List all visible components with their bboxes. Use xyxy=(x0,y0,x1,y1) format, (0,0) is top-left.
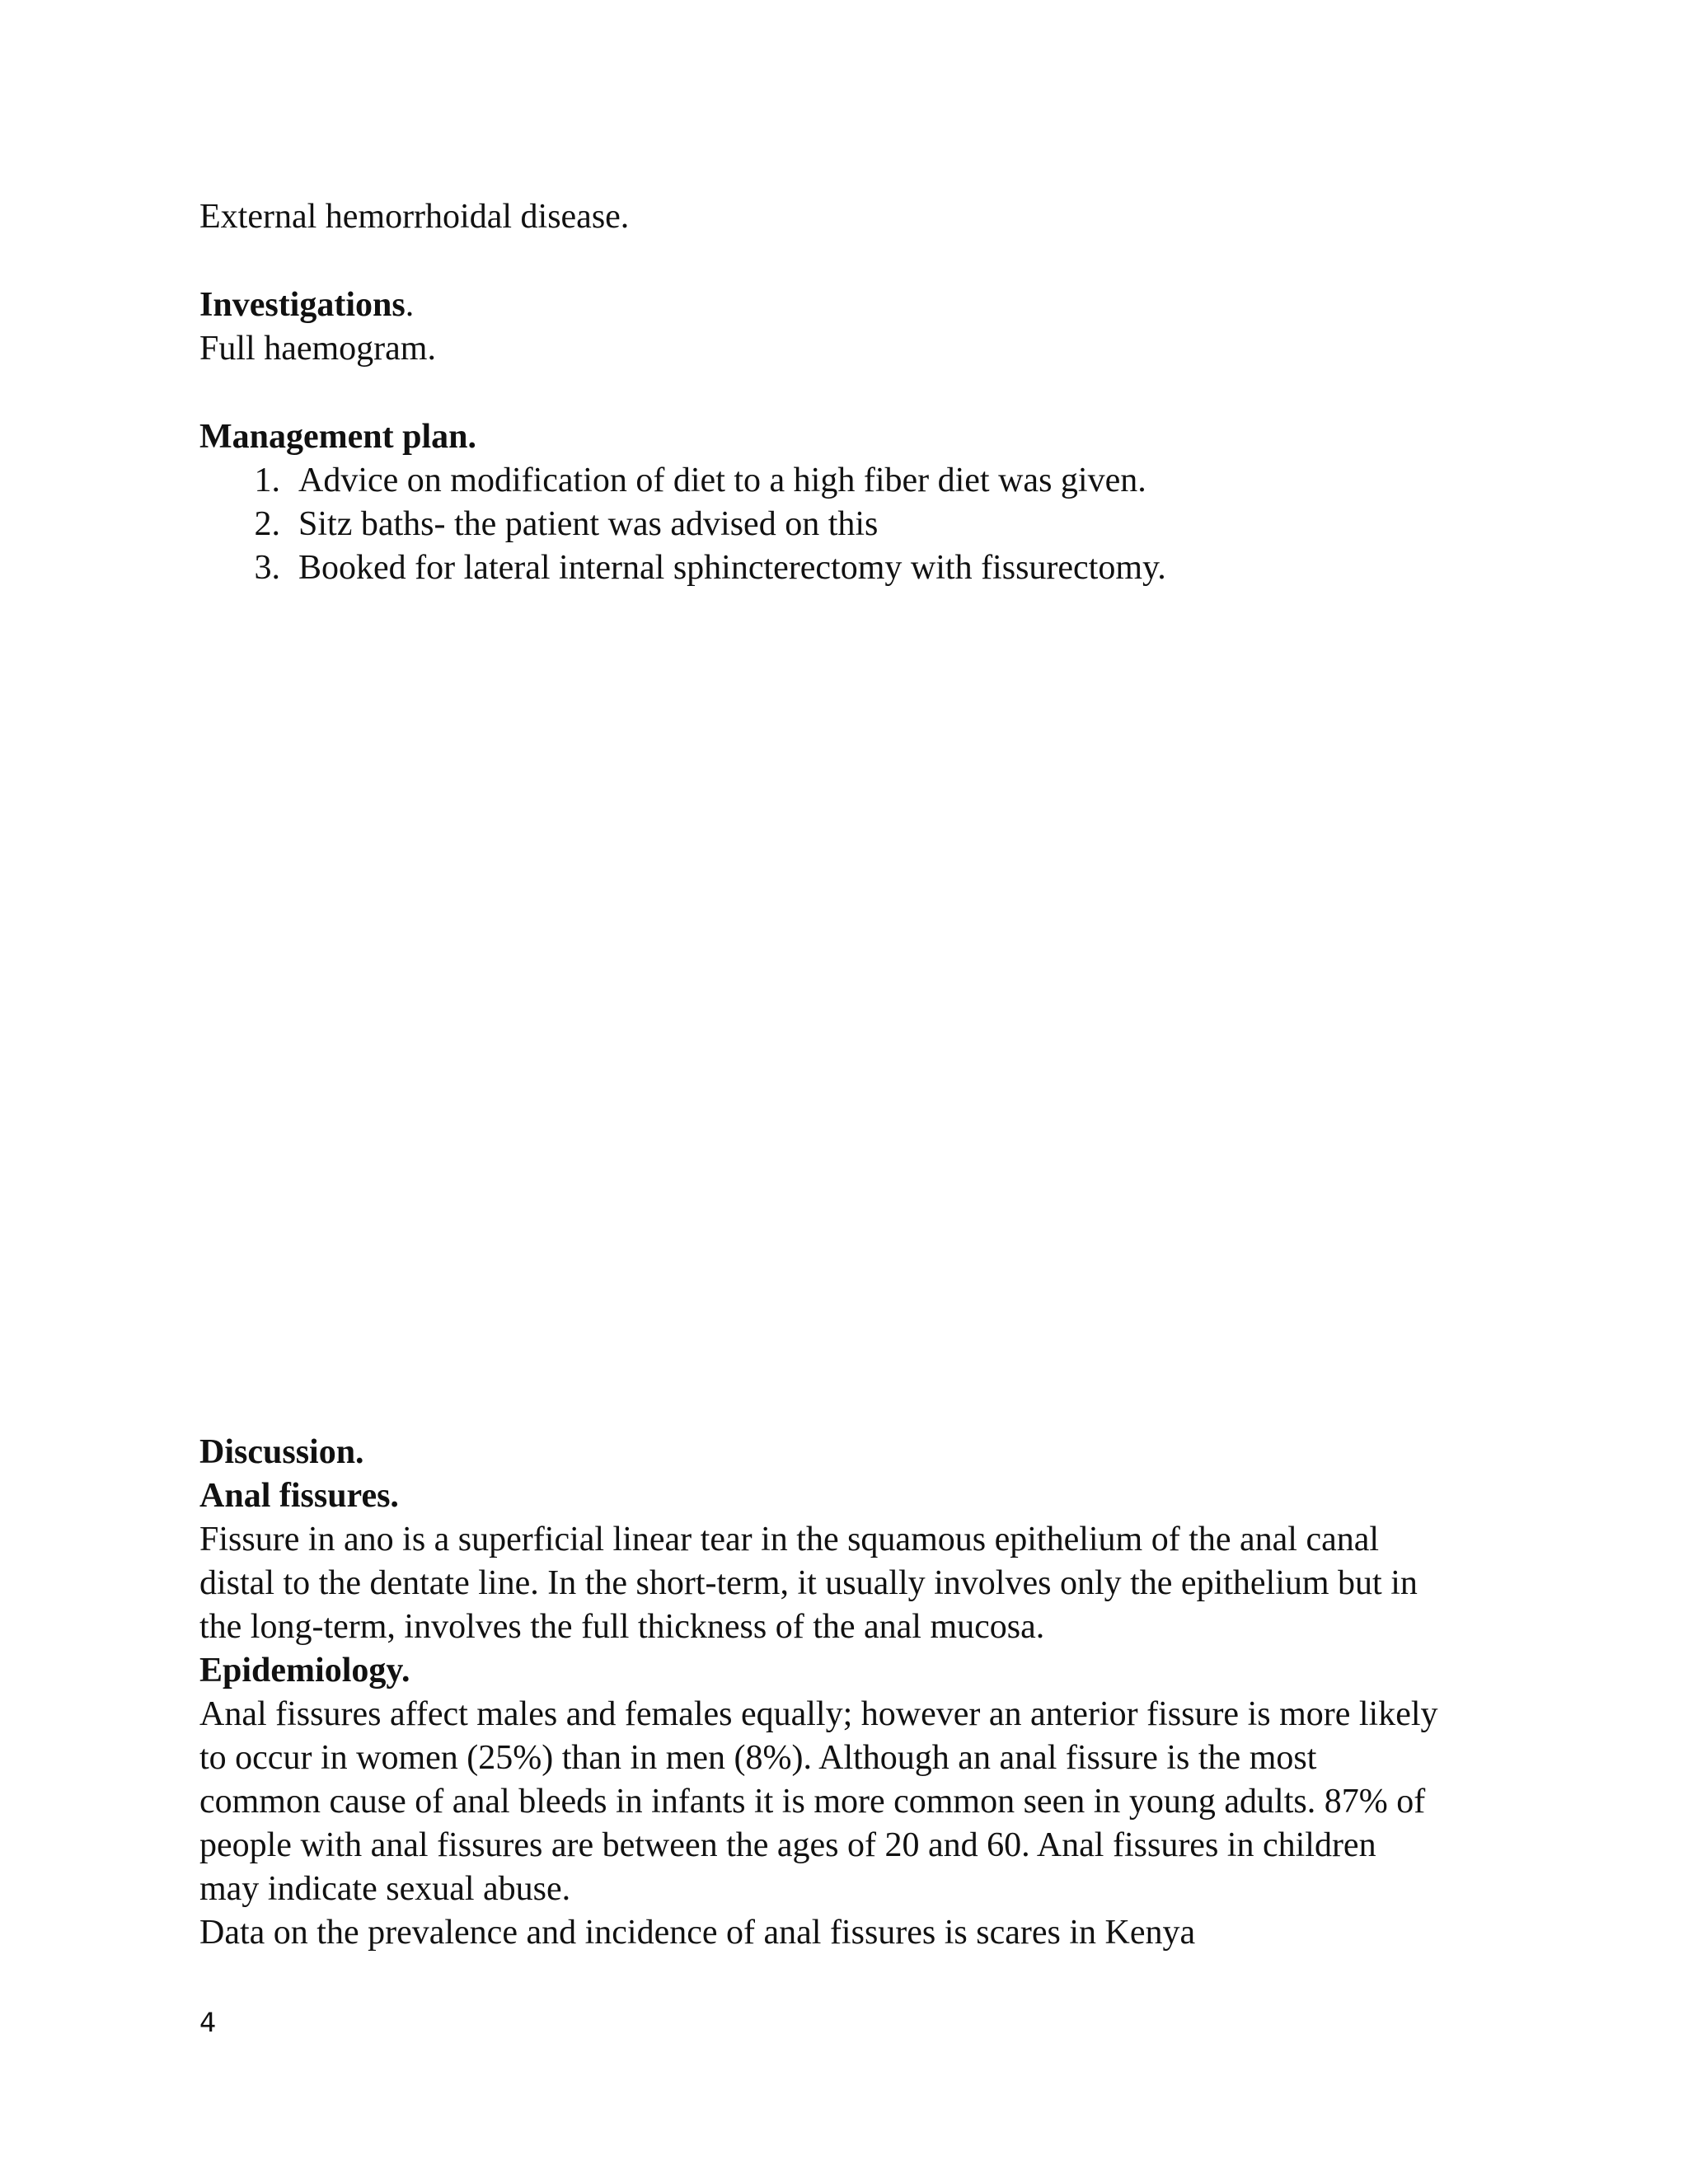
investigations-heading-suffix: . xyxy=(405,286,415,324)
list-item-text: Booked for lateral internal sphincterectomy with fissurectomy. xyxy=(298,549,1166,587)
epidemiology-heading: Epidemiology. xyxy=(199,1652,410,1690)
investigations-text: Full haemogram. xyxy=(199,330,436,368)
list-item-text: Advice on modification of diet to a high fiber diet was given. xyxy=(298,462,1146,499)
discussion-paragraph-line: distal to the dentate line. In the short-term, it usually involves only the epithelium but in xyxy=(199,1564,1418,1602)
investigations-heading-line xyxy=(199,283,414,327)
management-heading: Management plan. xyxy=(199,418,476,456)
investigations-heading: Investigations xyxy=(199,286,406,324)
epidemiology-paragraph-line: to occur in women (25%) than in men (8%). Although an anal fissure is the most xyxy=(199,1739,1317,1777)
page-number: 4 xyxy=(199,2007,217,2038)
opening-line: External hemorrhoidal disease. xyxy=(199,198,630,236)
epidemiology-paragraph-line: people with anal fissures are between the ages of 20 and 60. Anal fissures in children xyxy=(199,1826,1376,1864)
discussion-paragraph-line: Fissure in ano is a superficial linear tear in the squamous epithelium of the anal canal xyxy=(199,1521,1380,1558)
list-item-number: 3. xyxy=(254,549,280,587)
list-item-text: Sitz baths- the patient was advised on this xyxy=(298,505,879,543)
discussion-paragraph-line: the long-term, involves the full thickness of the anal mucosa. xyxy=(199,1608,1045,1646)
discussion-heading: Discussion. xyxy=(199,1433,364,1471)
list-item-number: 2. xyxy=(254,505,280,543)
epidemiology-paragraph-line: common cause of anal bleeds in infants it is more common seen in young adults. 87% of xyxy=(199,1783,1426,1821)
epidemiology-paragraph-line: may indicate sexual abuse. xyxy=(199,1870,571,1908)
epidemiology-paragraph-line: Anal fissures affect males and females equally; however an anterior fissure is more likely xyxy=(199,1695,1438,1733)
epidemiology-paragraph-line: Data on the prevalence and incidence of anal fissures is scares in Kenya xyxy=(199,1914,1196,1952)
list-item-number: 1. xyxy=(254,462,280,499)
anal-fissures-heading: Anal fissures. xyxy=(199,1477,399,1515)
